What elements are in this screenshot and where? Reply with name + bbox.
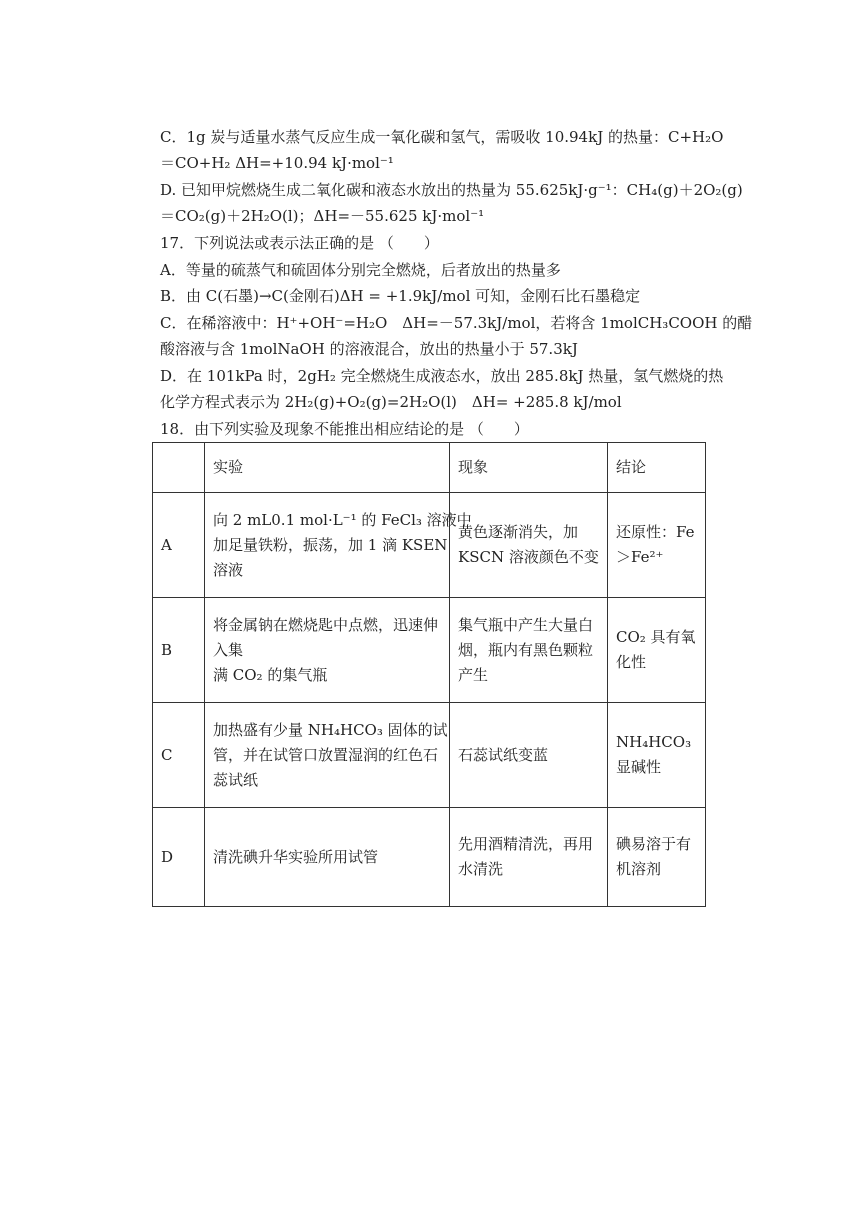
q17-option-a: A．等量的硫蒸气和硫固体分别完全燃烧，后者放出的热量多 bbox=[160, 261, 561, 279]
cell-text: 显碱性 bbox=[616, 758, 662, 776]
cell-text: 管，并在试管口放置湿润的红色石 bbox=[213, 745, 439, 764]
cell-text: 黄色逐渐消失，加 bbox=[458, 523, 579, 541]
table-row bbox=[153, 493, 706, 598]
q17-option-d-line2: 化学方程式表示为 2H₂(g)+O₂(g)=2H₂O(l) ΔH= +285.8 kJ/mol bbox=[160, 393, 622, 411]
q16-option-d-line1: D. 已知甲烷燃烧生成二氧化碳和液态水放出的热量为 55.625kJ·g⁻¹：CH₄(g)＋2O₂(g) bbox=[160, 181, 743, 199]
header-phenomenon: 现象 bbox=[450, 443, 608, 493]
cell-text: 烟，瓶内有黑色颗粒 bbox=[458, 640, 594, 659]
q17-stem: 17．下列说法或表示法正确的是 （ ） bbox=[160, 234, 439, 252]
experiment-cell bbox=[205, 703, 450, 808]
cell-text: 清洗碘升华实验所用试管 bbox=[213, 847, 379, 866]
table-row bbox=[153, 703, 706, 808]
phenomenon-cell bbox=[450, 493, 608, 598]
cell-text: 入集 bbox=[213, 640, 244, 659]
header-label-cell bbox=[153, 443, 205, 493]
cell-text: CO₂ 具有氧 bbox=[616, 628, 696, 646]
row-label: C bbox=[153, 703, 205, 808]
table-header-row bbox=[153, 443, 706, 493]
header-conclusion: 结论 bbox=[608, 443, 706, 493]
experiment-cell bbox=[205, 493, 472, 598]
q16-option-c-line1: C．1g 炭与适量水蒸气反应生成一氧化碳和氢气，需吸收 10.94kJ 的热量：C+H₂O bbox=[160, 128, 724, 146]
row-label: B bbox=[153, 598, 205, 703]
cell-text: KSCN 溶液颜色不变 bbox=[458, 548, 599, 566]
phenomenon-cell bbox=[450, 703, 608, 808]
cell-text: 化性 bbox=[616, 653, 647, 671]
conclusion-cell bbox=[608, 808, 706, 907]
cell-text: 产生 bbox=[458, 665, 489, 684]
conclusion-cell bbox=[608, 493, 706, 598]
conclusion-cell bbox=[608, 703, 706, 808]
q18-stem: 18．由下列实验及现象不能推出相应结论的是 （ ） bbox=[160, 420, 529, 438]
cell-text: 机溶剂 bbox=[616, 860, 662, 878]
q17-option-b: B．由 C(石墨)→C(金刚石)ΔH = +1.9kJ/mol 可知，金刚石比石墨稳定 bbox=[160, 287, 641, 305]
row-label: D bbox=[153, 808, 205, 907]
cell-text: 加足量铁粉，振荡，加 1 滴 KSEN bbox=[213, 535, 448, 554]
phenomenon-cell bbox=[450, 598, 608, 703]
cell-text: NH₄HCO₃ bbox=[616, 733, 692, 751]
q16-option-d-line2: ＝CO₂(g)＋2H₂O(l)；ΔH=－55.625 kJ·mol⁻¹ bbox=[160, 207, 485, 225]
conclusion-cell bbox=[608, 598, 706, 703]
q17-option-d-line1: D．在 101kPa 时，2gH₂ 完全燃烧生成液态水，放出 285.8kJ 热量，氢气燃烧的热 bbox=[160, 367, 724, 385]
cell-text: ＞Fe²⁺ bbox=[616, 548, 664, 566]
phenomenon-cell bbox=[450, 808, 608, 907]
cell-text: 向 2 mL0.1 mol·L⁻¹ 的 FeCl₃ 溶液中 bbox=[213, 510, 472, 529]
experiment-table bbox=[152, 442, 706, 907]
q17-option-c-line1: C．在稀溶液中：H⁺+OH⁻=H₂O ΔH=－57.3kJ/mol，若将含 1molCH₃COOH 的醋 bbox=[160, 314, 753, 332]
cell-text: 满 CO₂ 的集气瓶 bbox=[213, 665, 328, 684]
experiment-cell bbox=[205, 598, 450, 703]
header-experiment: 实验 bbox=[205, 443, 450, 493]
cell-text: 蕊试纸 bbox=[213, 770, 259, 789]
cell-text: 还原性：Fe bbox=[616, 523, 695, 541]
experiment-cell bbox=[205, 808, 450, 907]
cell-text: 将金属钠在燃烧匙中点燃，迅速伸 bbox=[213, 615, 439, 634]
cell-text: 溶液 bbox=[213, 560, 244, 579]
q16-option-c-line2: ＝CO+H₂ ΔH=+10.94 kJ·mol⁻¹ bbox=[160, 154, 394, 172]
cell-text: 石蕊试纸变蓝 bbox=[458, 745, 549, 764]
cell-text: 水清洗 bbox=[458, 860, 504, 878]
table-row bbox=[153, 598, 706, 703]
cell-text: 先用酒精清洗，再用 bbox=[458, 835, 594, 853]
q17-option-c-line2: 酸溶液与含 1molNaOH 的溶液混合，放出的热量小于 57.3kJ bbox=[160, 340, 578, 358]
cell-text: 碘易溶于有 bbox=[616, 835, 692, 853]
row-label: A bbox=[153, 493, 205, 598]
cell-text: 加热盛有少量 NH₄HCO₃ 固体的试 bbox=[213, 720, 448, 739]
table-row bbox=[153, 808, 706, 907]
cell-text: 集气瓶中产生大量白 bbox=[458, 615, 594, 634]
